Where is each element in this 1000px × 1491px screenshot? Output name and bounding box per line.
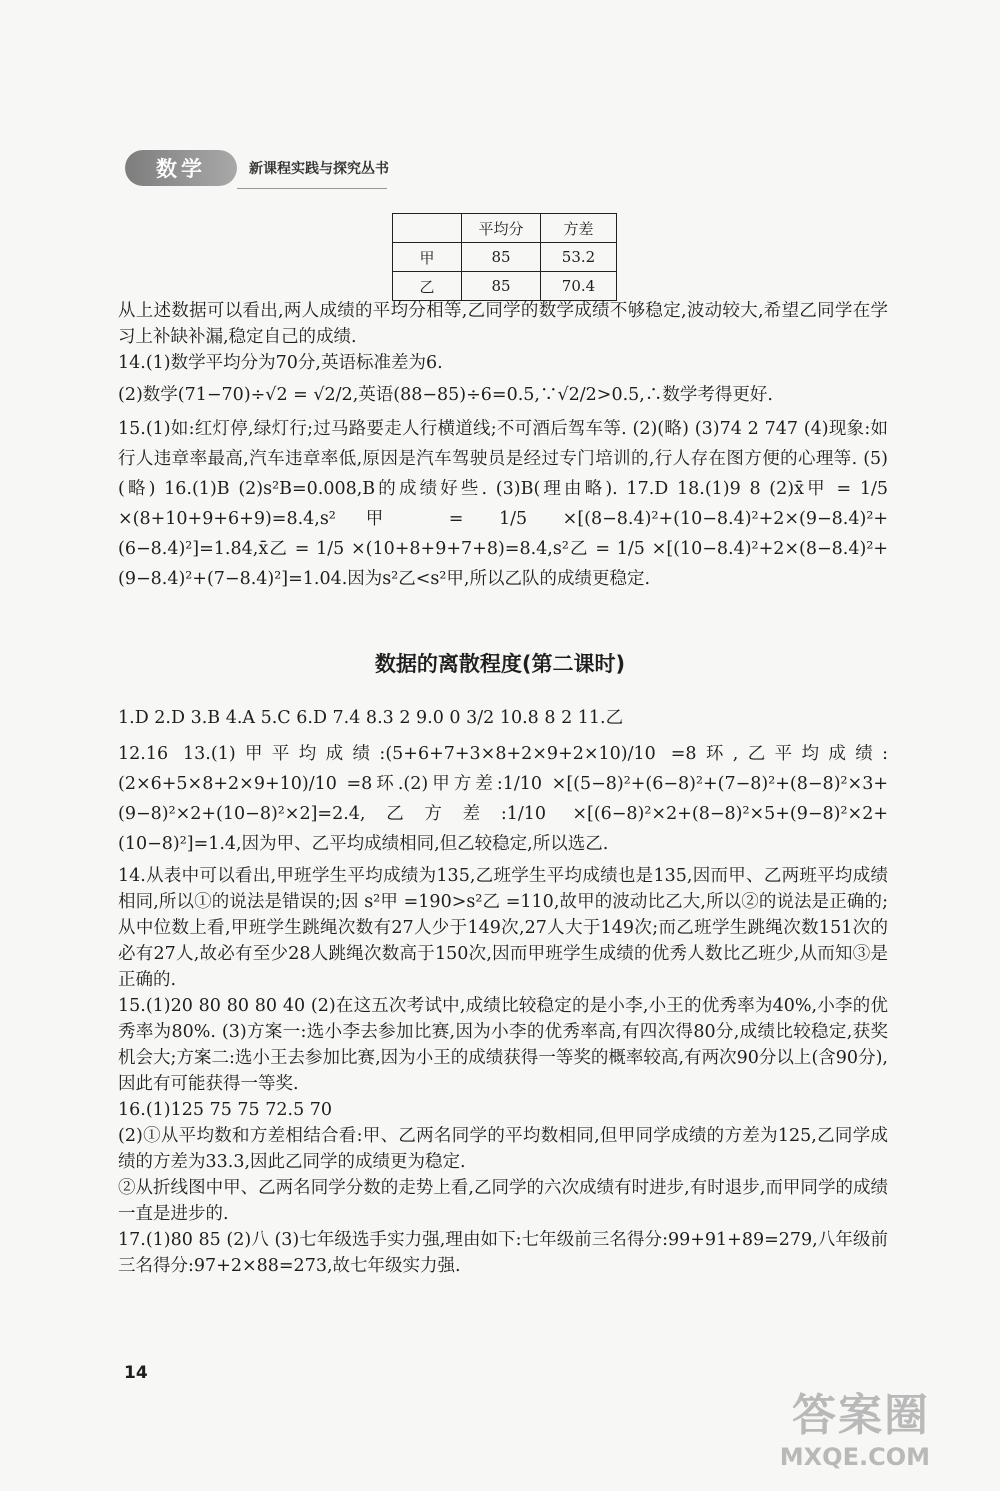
- table-header-cell: 方差: [541, 214, 617, 243]
- table-cell: 乙: [393, 272, 462, 301]
- paragraph: 17.(1)80 85 (2)八 (3)七年级选手实力强,理由如下:七年级前三名得分:99+91+89=279,八年级前三名得分:97+2×88=273,故七年级实力强.: [118, 1230, 888, 1276]
- paragraph: 14.(1)数学平均分为70分,英语标准差为6.: [118, 353, 443, 373]
- header-rule: [237, 188, 387, 189]
- paragraph: (2)①从平均数和方差相结合看:甲、乙两名同学的平均数相同,但甲同学成绩的方差为125,乙同学成绩的方差为33.3,因此乙同学的成绩更为稳定.: [118, 1126, 888, 1172]
- paragraph: 16.(1)125 75 75 72.5 70: [118, 1100, 333, 1120]
- table-cell: 70.4: [541, 272, 617, 301]
- table-cell: 85: [462, 272, 541, 301]
- answers-section-1: [118, 298, 888, 594]
- watermark-url: MXQE.COM: [779, 1443, 930, 1471]
- table-cell: 85: [462, 243, 541, 272]
- paragraph: 15.(1)20 80 80 80 40 (2)在这五次考试中,成绩比较稳定的是小李,小王的优秀率为40%,小李的优秀率为80%. (3)方案一:选小李去参加比赛,因为小李的优秀率高,有四次得80分,成绩比较稳定,获奖机会大;方案二:选小王去参加比赛,因为小王的成绩获得一等奖的概率较高,有两次90分以上(含90分),因此有可能获得一等奖.: [118, 996, 888, 1094]
- paragraph: 14.从表中可以看出,甲班学生平均成绩为135,乙班学生平均成绩也是135,因而甲、乙两班平均成绩相同,所以①的说法是错误的;因 s²甲 =190>s²乙 =110,故甲的波动比乙大,所以②的说法是正确的;从中位数上看,甲班学生跳绳次数有27人少于149次,27人大于149次;而乙班学生跳绳次数151次的必有27人,故必有至少28人跳绳次数高于150次,因而甲班学生成绩的优秀人数比乙班少,从而知③是正确的.: [118, 866, 888, 990]
- paragraph: 从上述数据可以看出,两人成绩的平均分相等,乙同学的数学成绩不够稳定,波动较大,希望乙同学在学习上补缺补漏,稳定自己的成绩.: [118, 301, 888, 347]
- series-title: 新课程实践与探究丛书: [249, 161, 389, 177]
- paragraph: 1.D 2.D 3.B 4.A 5.C 6.D 7.4 8.3 2 9.0 0 3/2 10.8 8 2 11.乙: [118, 708, 624, 728]
- page-number: 14: [124, 1363, 148, 1383]
- page-header: [125, 150, 389, 186]
- score-table: [392, 213, 617, 301]
- table-header-row: [393, 214, 617, 243]
- table-header-cell: 平均分: [462, 214, 541, 243]
- paragraph: 15.(1)如:红灯停,绿灯行;过马路要走人行横道线;不可酒后驾车等. (2)(略) (3)74 2 747 (4)现象:如行人违章率最高,汽车违章率低,原因是汽车驾驶员是经过专门培训的,行人存在图方便的心理等. (5)(略) 16.(1)B (2)s²B=0.008,B的成绩好些. (3)B(理由略). 17.D 18.(1)9 8 (2)x̄甲 = 1/5 ×(8+10+9+6+9)=8.4,s²甲 = 1/5 ×[(8−8.4)²+(10−8.4)²+2×(9−8.4)²+(6−8.4)²]=1.84,x̄乙 = 1/5 ×(10+8+9+7+8)=8.4,s²乙 = 1/5 ×[(10−8.4)²+2×(8−8.4)²+(9−8.4)²+(7−8.4)²]=1.04.因为s²乙<s²甲,所以乙队的成绩更稳定.: [118, 419, 888, 589]
- table-row: [393, 272, 617, 301]
- table-cell: 53.2: [541, 243, 617, 272]
- subject-badge: 数学: [125, 150, 237, 186]
- watermark: [780, 1379, 930, 1471]
- table-row: [393, 243, 617, 272]
- section-title: 数据的离散程度(第二课时): [374, 652, 626, 676]
- answers-section-2: [118, 705, 888, 1279]
- table-header-cell: [393, 214, 462, 243]
- paragraph: 12.16 13.(1)甲平均成绩:(5+6+7+3×8+2×9+2×10)/10 =8环,乙平均成绩:(2×6+5×8+2×9+10)/10 =8环.(2)甲方差:1/10 ×[(5−8)²+(6−8)²+(7−8)²+(8−8)²×3+(9−8)²×2+(10−8)²×2]=2.4,乙方差:1/10 ×[(6−8)²×2+(8−8)²×5+(9−8)²×2+(10−8)²]=1.4,因为甲、乙平均成绩相同,但乙较稳定,所以选乙.: [118, 744, 888, 854]
- watermark-logo: 答案圈: [792, 1390, 930, 1441]
- table-cell: 甲: [393, 243, 462, 272]
- paragraph: ②从折线图中甲、乙两名同学分数的走势上看,乙同学的六次成绩有时进步,有时退步,而甲同学的成绩一直是进步的.: [118, 1178, 888, 1224]
- paragraph: (2)数学(71−70)÷√2 = √2/2,英语(88−85)÷6=0.5,∵√2/2>0.5,∴数学考得更好.: [118, 385, 773, 405]
